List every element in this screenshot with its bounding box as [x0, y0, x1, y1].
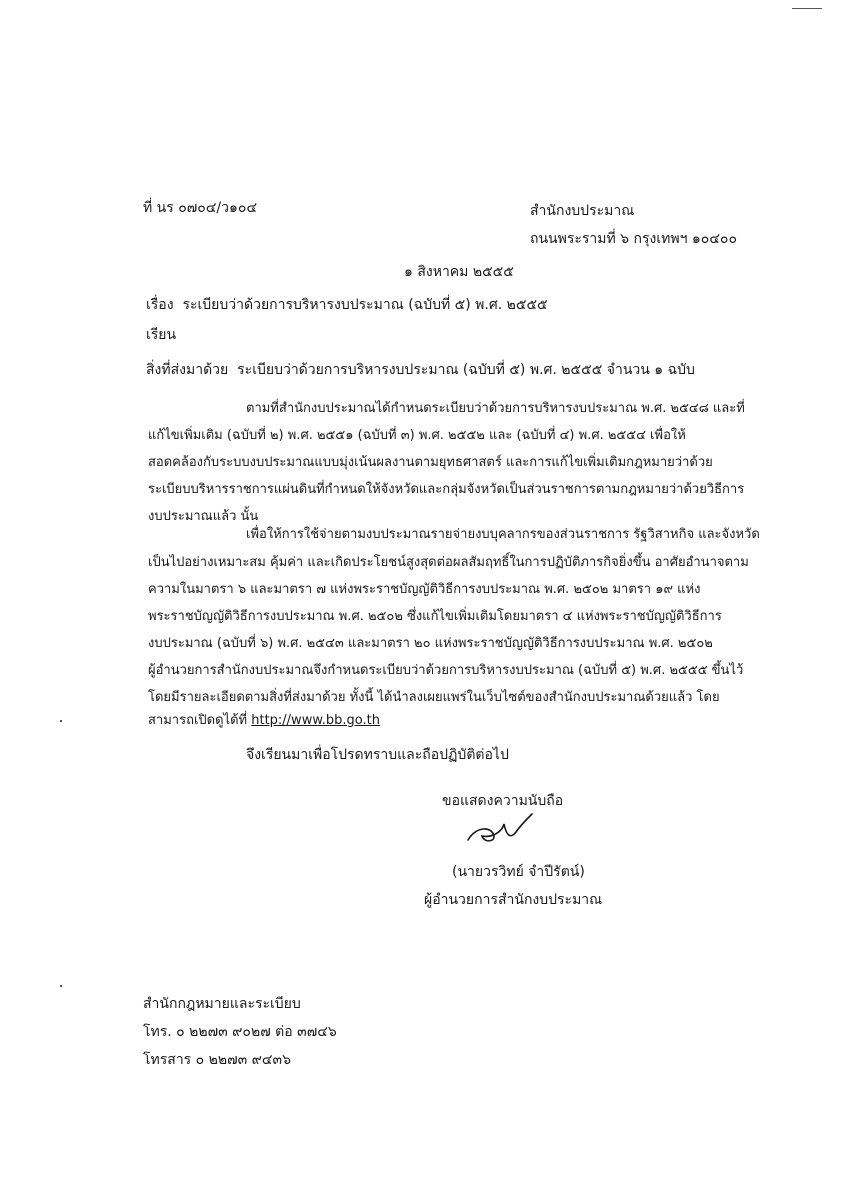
- paragraph2-line: งบประมาณ (ฉบับที่ ๖) พ.ศ. ๒๕๔๓ และมาตรา ๒๐ แห่งพระราชบัญญัติวิธีการงบประมาณ พ.ศ. ๒๕๐๒: [148, 636, 713, 651]
- paragraph2-line: ผู้อำนวยการสำนักงบประมาณจึงกำหนดระเบียบว่าด้วยการบริหารงบประมาณ (ฉบับที่ ๕) พ.ศ. ๒๕๕๕ ขึ้นไว้: [148, 663, 744, 678]
- paragraph1-line: สอดคล้องกับระบบงบประมาณแบบมุ่งเน้นผลงานตามยุทธศาสตร์ และการแก้ไขเพิ่มเติมกฎหมายว่าด้วย: [148, 455, 713, 470]
- paragraph1-line: แก้ไขเพิ่มเติม (ฉบับที่ ๒) พ.ศ. ๒๕๕๑ (ฉบับที่ ๓) พ.ศ. ๒๕๕๒ และ (ฉบับที่ ๔) พ.ศ. ๒๕๕๔ เพื่อให้: [148, 428, 686, 443]
- sender-address: ถนนพระรามที่ ๖ กรุงเทพฯ ๑๐๔๐๐: [530, 231, 738, 247]
- footer-phone: โทร. ๐ ๒๒๗๓ ๙๐๒๗ ต่อ ๓๗๔๖: [143, 1024, 337, 1040]
- paragraph2-line: ความในมาตรา ๖ และมาตรา ๗ แห่งพระราชบัญญัติวิธีการงบประมาณ พ.ศ. ๒๕๐๒ มาตรา ๑๙ แห่ง: [148, 582, 701, 597]
- subject-line: [146, 295, 548, 315]
- paragraph2-line: เป็นไปอย่างเหมาะสม คุ้มค่า และเกิดประโยชน์สูงสุดต่อผลสัมฤทธิ์ในการปฏิบัติภารกิจยิ่งขึ้น อาศัยอำนาจตาม: [148, 555, 749, 570]
- sender-office: สำนักงบประมาณ: [530, 203, 635, 219]
- paragraph2-line: โดยมีรายละเอียดตามสิ่งที่ส่งมาด้วย ทั้งนี้ ได้นำลงเผยแพร่ในเว็บไซต์ของสำนักงบประมาณด้วยแล้ว โดย: [148, 690, 720, 705]
- signer-name: (นายวรวิทย์ จำปีรัตน์): [452, 864, 585, 880]
- letter-date: ๑ สิงหาคม ๒๕๕๕: [404, 264, 514, 280]
- paragraph1-line: ระเบียบบริหารราชการแผ่นดินที่กำหนดให้จังหวัดและกลุ่มจังหวัดเป็นส่วนราชการตามกฎหมายว่าด้วยวิธีการ: [148, 482, 745, 497]
- subject-text: ระเบียบว่าด้วยการบริหารงบประมาณ (ฉบับที่ ๕) พ.ศ. ๒๕๕๕: [182, 297, 548, 313]
- scan-speck: [792, 8, 822, 9]
- paragraph2-line: พระราชบัญญัติวิธีการงบประมาณ พ.ศ. ๒๕๐๒ ซึ่งแก้ไขเพิ่มเติมโดยมาตรา ๔ แห่งพระราชบัญญัติวิธีการ: [148, 609, 722, 624]
- signature-image: [462, 810, 552, 850]
- scan-speck: [60, 720, 62, 722]
- paragraph2-last-line: [148, 711, 380, 731]
- paragraph1-line: งบประมาณแล้ว นั้น: [148, 509, 259, 524]
- footer-unit: สำนักกฎหมายและระเบียบ: [143, 996, 301, 1012]
- closing-request: จึงเรียนมาเพื่อโปรดทราบและถือปฏิบัติต่อไป: [246, 747, 509, 763]
- paragraph1-line: ตามที่สำนักงบประมาณได้กำหนดระเบียบว่าด้วยการบริหารงบประมาณ พ.ศ. ๒๕๔๘ และที่: [246, 401, 745, 416]
- enclosure-label: สิ่งที่ส่งมาด้วย: [146, 362, 229, 378]
- enclosure-text: ระเบียบว่าด้วยการบริหารงบประมาณ (ฉบับที่ ๕) พ.ศ. ๒๕๕๕ จำนวน ๑ ฉบับ: [237, 362, 695, 378]
- scan-speck: [60, 985, 62, 987]
- link-prefix: สามารถเปิดดูได้ที่: [148, 713, 248, 728]
- closing: ขอแสดงความนับถือ: [442, 793, 564, 809]
- signer-title: ผู้อำนวยการสำนักงบประมาณ: [424, 892, 603, 908]
- website-link[interactable]: http://www.bb.go.th: [251, 713, 380, 728]
- footer-fax: โทรสาร ๐ ๒๒๗๓ ๙๔๓๖: [143, 1052, 291, 1068]
- reference-number: ที่ นร ๐๗๐๔/ว๑๐๔: [143, 200, 258, 216]
- paragraph2-line: เพื่อให้การใช้จ่ายตามงบประมาณรายจ่ายงบบุคลากรของส่วนราชการ รัฐวิสาหกิจ และจังหวัด: [246, 527, 760, 542]
- enclosure-line: [146, 360, 695, 380]
- subject-label: เรื่อง: [146, 297, 174, 313]
- salutation: เรียน: [146, 327, 177, 343]
